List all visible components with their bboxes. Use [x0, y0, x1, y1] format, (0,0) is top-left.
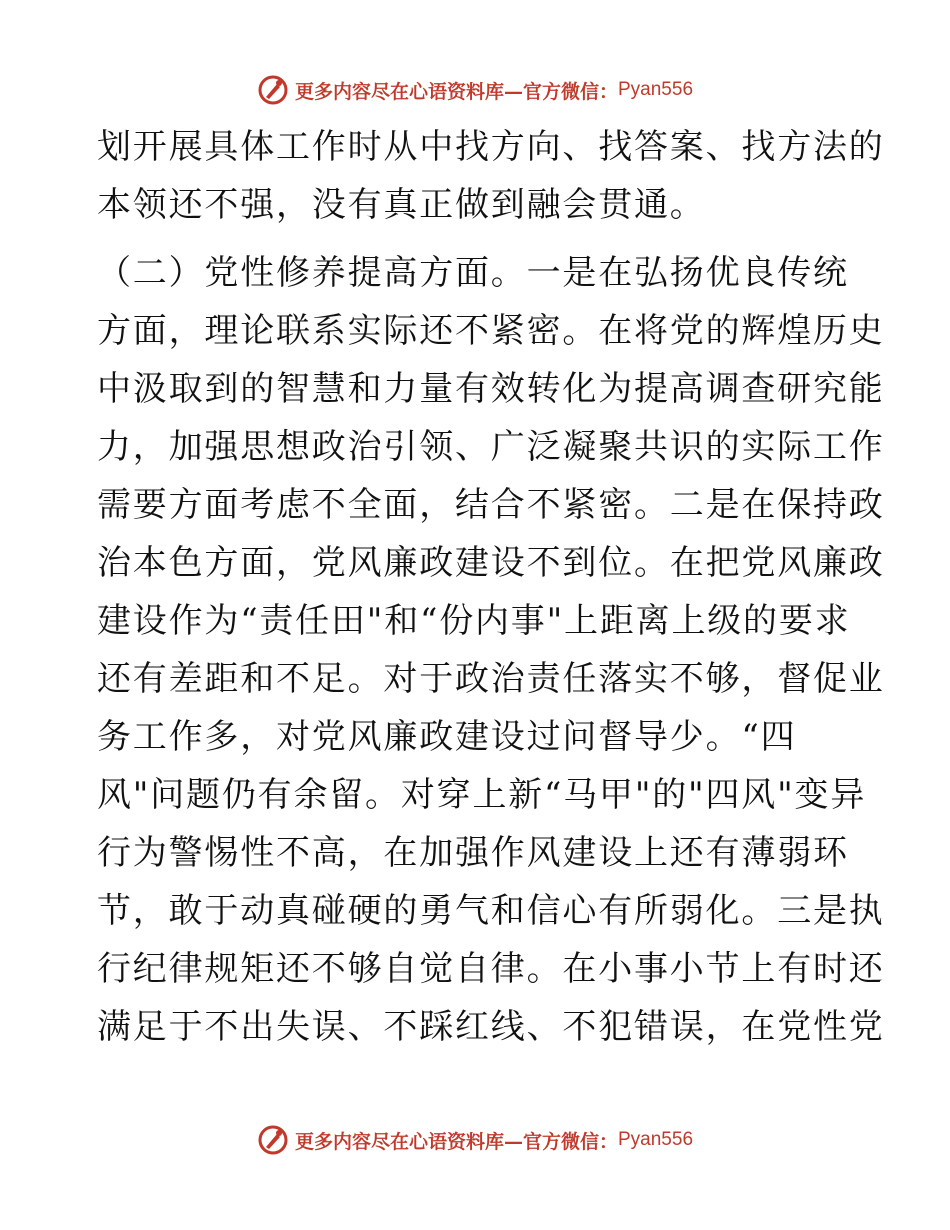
banner-wechat-id: Pyan556	[618, 79, 694, 100]
text-line: 行为警惕性不高，在加强作风建设上还有薄弱环	[97, 833, 849, 873]
paragraph-2	[97, 244, 885, 1056]
text-line: 满足于不出失误、不踩红线、不犯错误，在党性党	[97, 1007, 885, 1047]
ink-pen-circle-icon	[257, 1124, 289, 1156]
paragraph-1	[97, 118, 885, 234]
text-line: 本领还不强，没有真正做到融会贯通。	[97, 185, 706, 225]
text-line: 需要方面考虑不全面，结合不紧密。二是在保持政	[97, 485, 885, 525]
ink-pen-circle-icon	[257, 74, 289, 106]
footer-banner	[0, 1120, 950, 1160]
text-line: 力，加强思想政治引领、广泛凝聚共识的实际工作	[97, 427, 885, 467]
text-line: 建设作为“责任田"和“份内事"上距离上级的要求	[97, 601, 851, 641]
text-line: 还有差距和不足。对于政治责任落实不够，督促业	[97, 659, 885, 699]
text-line: 治本色方面，党风廉政建设不到位。在把党风廉政	[97, 543, 885, 583]
text-line: （二）党性修养提高方面。一是在弘扬优良传统	[97, 253, 849, 293]
text-line: 行纪律规矩还不够自觉自律。在小事小节上有时还	[97, 949, 885, 989]
banner-wechat-id: Pyan556	[618, 1129, 694, 1150]
document-body	[97, 118, 885, 1056]
banner-text: 更多内容尽在心语资料库—官方微信：	[294, 1130, 618, 1153]
text-line: 方面，理论联系实际还不紧密。在将党的辉煌历史	[97, 311, 885, 351]
text-line: 风"问题仍有余留。对穿上新“马甲"的"四风"变异	[97, 775, 867, 815]
banner-text: 更多内容尽在心语资料库—官方微信：	[294, 80, 618, 103]
text-line: 节，敢于动真碰硬的勇气和信心有所弱化。三是执	[97, 891, 885, 931]
header-banner	[0, 70, 950, 110]
text-line: 务工作多，对党风廉政建设过问督导少。“四	[97, 717, 797, 757]
text-line: 划开展具体工作时从中找方向、找答案、找方法的	[97, 127, 885, 167]
text-line: 中汲取到的智慧和力量有效转化为提高调查研究能	[97, 369, 885, 409]
